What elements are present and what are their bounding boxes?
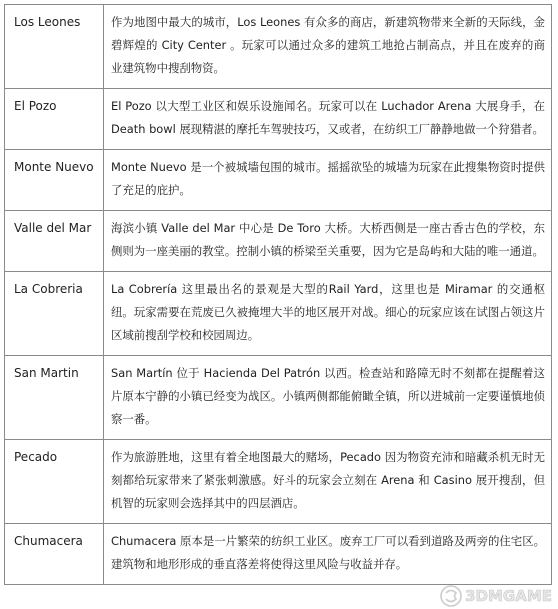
location-description-cell: La Cobrería 这里最出名的景观是大型的Rail Yard，这里也是 Miramar 的交通枢纽。玩家需要在荒废已久被掩埋大半的地区展开对战。细心的玩家应该在试图占领这片区域前搜刮学校和校园周边。: [104, 272, 552, 356]
location-name-cell: El Pozo: [5, 89, 104, 150]
table-row: [5, 150, 552, 211]
location-name-cell: Pecado: [5, 440, 104, 524]
location-name-cell: San Martin: [5, 356, 104, 440]
table-row: [5, 211, 552, 272]
location-description-cell: Monte Nuevo 是一个被城墙包围的城市。摇摇欲坠的城墙为玩家在此搜集物资时提供了充足的庇护。: [104, 150, 552, 211]
3dm-logo-icon: [440, 585, 462, 607]
location-description-cell: 海滨小镇 Valle del Mar 中心是 De Toro 大桥。大桥西侧是一座古香古色的学校，东侧则为一座美丽的教堂。控制小镇的桥梁至关重要，因为它是岛屿和大陆的唯一通道。: [104, 211, 552, 272]
location-description-cell: San Martín 位于 Hacienda Del Patrón 以西。检查站和路障无时不刻都在提醒着这片原本宁静的小镇已经变为战区。小镇两侧都能俯瞰全镇，所以进城前一定要谨慎地侦察一番。: [104, 356, 552, 440]
location-description-cell: Chumacera 原本是一片繁荣的纺织工业区。废弃工厂可以看到道路及两旁的住宅区。建筑物和地形形成的垂直落差将使得这里风险与收益并存。: [104, 524, 552, 585]
location-name-cell: Valle del Mar: [5, 211, 104, 272]
table-row: [5, 272, 552, 356]
table-row: [5, 440, 552, 524]
location-table-body: [5, 5, 552, 585]
watermark: [440, 585, 552, 607]
location-name-cell: Chumacera: [5, 524, 104, 585]
location-description-cell: El Pozo 以大型工业区和娱乐设施闻名。玩家可以在 Luchador Arena 大展身手，在Death bowl 展现精湛的摩托车驾驶技巧，又或者，在纺织工厂静静地做一个狩猎者。: [104, 89, 552, 150]
location-description-cell: 作为地图中最大的城市，Los Leones 有众多的商店，新建筑物带来全新的天际线，金碧辉煌的 City Center 。玩家可以通过众多的建筑工地抢占制高点，并且在废弃的商业建筑物中搜刮物资。: [104, 5, 552, 89]
location-table: [4, 4, 552, 585]
table-row: [5, 89, 552, 150]
watermark-logo-text: 3DMGAME: [465, 587, 552, 605]
location-description-cell: 作为旅游胜地，这里有着全地图最大的赌场，Pecado 因为物资充沛和暗藏杀机无时无刻都给玩家带来了紧张刺激感。好斗的玩家会立刻在 Arena 和 Casino 展开搜刮，但机智的玩家则会选择其中的四层酒店。: [104, 440, 552, 524]
location-name-cell: Los Leones: [5, 5, 104, 89]
location-name-cell: Monte Nuevo: [5, 150, 104, 211]
table-row: [5, 5, 552, 89]
table-row: [5, 524, 552, 585]
table-row: [5, 356, 552, 440]
location-name-cell: La Cobreria: [5, 272, 104, 356]
